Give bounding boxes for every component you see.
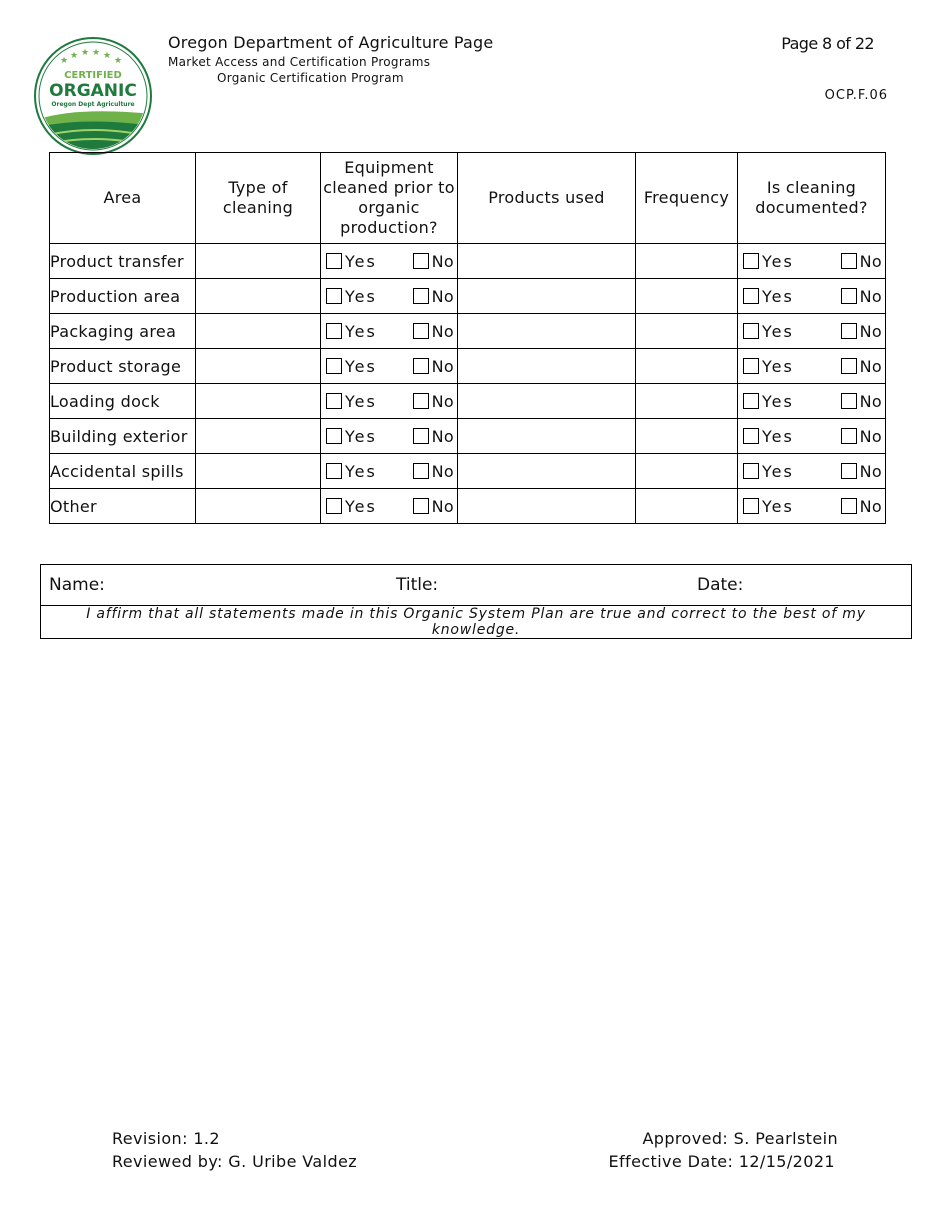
frequency-cell[interactable] bbox=[636, 454, 738, 489]
yes-label: Yes bbox=[345, 461, 377, 481]
yes-label: Yes bbox=[345, 286, 377, 306]
no-checkbox[interactable] bbox=[841, 498, 857, 514]
yes-checkbox[interactable] bbox=[743, 428, 759, 444]
documented-yes-option[interactable] bbox=[743, 252, 794, 271]
yes-label: Yes bbox=[762, 426, 794, 446]
logo-sub-text: Oregon Dept Agriculture bbox=[51, 101, 135, 108]
documented-yes-option[interactable] bbox=[743, 427, 794, 446]
date-label: Date: bbox=[697, 575, 744, 595]
table-row bbox=[50, 349, 886, 384]
area-cell: Product transfer bbox=[50, 244, 196, 279]
yes-label: Yes bbox=[345, 356, 377, 376]
area-cell: Product storage bbox=[50, 349, 196, 384]
area-cell: Accidental spills bbox=[50, 454, 196, 489]
documented-no-option[interactable] bbox=[841, 287, 882, 306]
no-label: No bbox=[859, 391, 882, 411]
cleaning-documented-cell bbox=[738, 489, 886, 524]
yes-checkbox[interactable] bbox=[743, 323, 759, 339]
no-checkbox[interactable] bbox=[841, 288, 857, 304]
equipment-cleaned-cell bbox=[321, 384, 458, 419]
col-header-equipment-cleaned: Equipment cleaned prior to organic production? bbox=[321, 153, 458, 244]
revision-text: Revision: 1.2 bbox=[112, 1129, 220, 1148]
table-row bbox=[50, 279, 886, 314]
products-used-cell[interactable] bbox=[458, 349, 636, 384]
frequency-cell[interactable] bbox=[636, 314, 738, 349]
area-cell: Production area bbox=[50, 279, 196, 314]
equipment-no-option[interactable] bbox=[413, 252, 454, 271]
equipment-no-option[interactable] bbox=[413, 357, 454, 376]
area-cell: Loading dock bbox=[50, 384, 196, 419]
no-checkbox[interactable] bbox=[841, 358, 857, 374]
no-label: No bbox=[431, 496, 454, 516]
products-used-cell[interactable] bbox=[458, 314, 636, 349]
title-label: Title: bbox=[396, 575, 439, 595]
cleaning-documented-cell bbox=[738, 244, 886, 279]
yes-checkbox[interactable] bbox=[743, 358, 759, 374]
yes-checkbox[interactable] bbox=[326, 253, 342, 269]
yes-label: Yes bbox=[762, 321, 794, 341]
form-code: OCP.F.06 bbox=[824, 88, 888, 103]
frequency-cell[interactable] bbox=[636, 349, 738, 384]
no-checkbox[interactable] bbox=[413, 428, 429, 444]
table-row bbox=[50, 454, 886, 489]
equipment-yes-option[interactable] bbox=[326, 357, 377, 376]
signature-block bbox=[40, 564, 912, 639]
documented-no-option[interactable] bbox=[841, 497, 882, 516]
yes-checkbox[interactable] bbox=[326, 498, 342, 514]
table-row bbox=[50, 419, 886, 454]
no-checkbox[interactable] bbox=[413, 463, 429, 479]
equipment-cleaned-cell bbox=[321, 489, 458, 524]
equipment-no-option[interactable] bbox=[413, 287, 454, 306]
yes-checkbox[interactable] bbox=[326, 288, 342, 304]
area-cell: Packaging area bbox=[50, 314, 196, 349]
yes-checkbox[interactable] bbox=[743, 253, 759, 269]
products-used-cell[interactable] bbox=[458, 244, 636, 279]
equipment-yes-option[interactable] bbox=[326, 287, 377, 306]
yes-label: Yes bbox=[762, 286, 794, 306]
frequency-cell[interactable] bbox=[636, 279, 738, 314]
equipment-cleaned-cell bbox=[321, 314, 458, 349]
col-header-frequency: Frequency bbox=[636, 153, 738, 244]
equipment-no-option[interactable] bbox=[413, 497, 454, 516]
effective-date-text: Effective Date: 12/15/2021 bbox=[608, 1152, 835, 1171]
svg-text:★: ★ bbox=[70, 51, 79, 61]
equipment-yes-option[interactable] bbox=[326, 497, 377, 516]
type-of-cleaning-cell[interactable] bbox=[196, 384, 321, 419]
documented-no-option[interactable] bbox=[841, 357, 882, 376]
no-label: No bbox=[859, 496, 882, 516]
svg-text:★: ★ bbox=[60, 56, 69, 66]
frequency-cell[interactable] bbox=[636, 489, 738, 524]
header-subtitle-programs: Market Access and Certification Programs bbox=[168, 55, 431, 69]
no-label: No bbox=[859, 426, 882, 446]
no-checkbox[interactable] bbox=[841, 323, 857, 339]
equipment-yes-option[interactable] bbox=[326, 427, 377, 446]
yes-label: Yes bbox=[345, 391, 377, 411]
yes-checkbox[interactable] bbox=[326, 393, 342, 409]
table-row bbox=[50, 314, 886, 349]
cleaning-documented-cell bbox=[738, 349, 886, 384]
no-checkbox[interactable] bbox=[841, 393, 857, 409]
no-label: No bbox=[859, 461, 882, 481]
approved-text: Approved: S. Pearlstein bbox=[642, 1129, 838, 1148]
type-of-cleaning-cell[interactable] bbox=[196, 419, 321, 454]
frequency-cell[interactable] bbox=[636, 244, 738, 279]
cleaning-documented-cell bbox=[738, 419, 886, 454]
no-label: No bbox=[431, 321, 454, 341]
cleaning-documented-cell bbox=[738, 279, 886, 314]
yes-checkbox[interactable] bbox=[743, 393, 759, 409]
yes-label: Yes bbox=[762, 461, 794, 481]
type-of-cleaning-cell[interactable] bbox=[196, 244, 321, 279]
no-checkbox[interactable] bbox=[841, 463, 857, 479]
equipment-cleaned-cell bbox=[321, 279, 458, 314]
area-cell: Building exterior bbox=[50, 419, 196, 454]
no-label: No bbox=[859, 321, 882, 341]
equipment-no-option[interactable] bbox=[413, 322, 454, 341]
products-used-cell[interactable] bbox=[458, 454, 636, 489]
header-subtitle-organic: Organic Certification Program bbox=[217, 71, 404, 85]
svg-text:★: ★ bbox=[81, 48, 90, 58]
cleaning-table bbox=[49, 152, 886, 524]
table-row bbox=[50, 244, 886, 279]
yes-label: Yes bbox=[345, 321, 377, 341]
frequency-cell[interactable] bbox=[636, 419, 738, 454]
name-label: Name: bbox=[49, 575, 105, 595]
no-label: No bbox=[431, 286, 454, 306]
yes-checkbox[interactable] bbox=[326, 463, 342, 479]
yes-checkbox[interactable] bbox=[326, 428, 342, 444]
no-label: No bbox=[431, 356, 454, 376]
logo-main-text: ORGANIC bbox=[49, 81, 137, 101]
yes-checkbox[interactable] bbox=[326, 358, 342, 374]
yes-label: Yes bbox=[762, 391, 794, 411]
cleaning-documented-cell bbox=[738, 314, 886, 349]
equipment-cleaned-cell bbox=[321, 349, 458, 384]
yes-label: Yes bbox=[345, 426, 377, 446]
yes-label: Yes bbox=[762, 251, 794, 271]
table-body bbox=[50, 244, 886, 524]
no-label: No bbox=[859, 251, 882, 271]
svg-text:★: ★ bbox=[114, 56, 123, 66]
documented-yes-option[interactable] bbox=[743, 287, 794, 306]
affirmation-statement: I affirm that all statements made in this Organic System Plan are true and correct to the best of my knowledge. bbox=[41, 606, 912, 639]
yes-checkbox[interactable] bbox=[743, 498, 759, 514]
yes-label: Yes bbox=[345, 251, 377, 271]
no-label: No bbox=[431, 461, 454, 481]
cleaning-documented-cell bbox=[738, 384, 886, 419]
documented-no-option[interactable] bbox=[841, 462, 882, 481]
col-header-type-of-cleaning: Type of cleaning bbox=[196, 153, 321, 244]
documented-yes-option[interactable] bbox=[743, 322, 794, 341]
cleaning-documented-cell bbox=[738, 454, 886, 489]
logo-top-text: CERTIFIED bbox=[64, 70, 122, 81]
no-checkbox[interactable] bbox=[413, 253, 429, 269]
documented-yes-option[interactable] bbox=[743, 462, 794, 481]
documented-yes-option[interactable] bbox=[743, 497, 794, 516]
yes-label: Yes bbox=[762, 356, 794, 376]
type-of-cleaning-cell[interactable] bbox=[196, 314, 321, 349]
yes-label: Yes bbox=[345, 496, 377, 516]
no-label: No bbox=[859, 286, 882, 306]
certified-organic-logo bbox=[33, 36, 153, 156]
equipment-yes-option[interactable] bbox=[326, 392, 377, 411]
no-checkbox[interactable] bbox=[413, 393, 429, 409]
col-header-cleaning-documented: Is cleaning documented? bbox=[738, 153, 886, 244]
svg-text:★: ★ bbox=[92, 48, 101, 58]
svg-text:★: ★ bbox=[103, 51, 112, 61]
type-of-cleaning-cell[interactable] bbox=[196, 349, 321, 384]
documented-no-option[interactable] bbox=[841, 392, 882, 411]
yes-checkbox[interactable] bbox=[326, 323, 342, 339]
no-label: No bbox=[431, 426, 454, 446]
documented-no-option[interactable] bbox=[841, 427, 882, 446]
frequency-cell[interactable] bbox=[636, 384, 738, 419]
col-header-products-used: Products used bbox=[458, 153, 636, 244]
header-title: Oregon Department of Agriculture Page bbox=[168, 33, 494, 52]
documented-yes-option[interactable] bbox=[743, 392, 794, 411]
yes-label: Yes bbox=[762, 496, 794, 516]
no-checkbox[interactable] bbox=[413, 288, 429, 304]
area-cell: Other bbox=[50, 489, 196, 524]
equipment-yes-option[interactable] bbox=[326, 462, 377, 481]
reviewed-by-text: Reviewed by: G. Uribe Valdez bbox=[112, 1152, 358, 1171]
products-used-cell[interactable] bbox=[458, 419, 636, 454]
products-used-cell[interactable] bbox=[458, 279, 636, 314]
table-row bbox=[50, 384, 886, 419]
equipment-yes-option[interactable] bbox=[326, 252, 377, 271]
col-header-area: Area bbox=[50, 153, 196, 244]
documented-no-option[interactable] bbox=[841, 252, 882, 271]
equipment-cleaned-cell bbox=[321, 419, 458, 454]
equipment-no-option[interactable] bbox=[413, 427, 454, 446]
no-label: No bbox=[431, 391, 454, 411]
yes-checkbox[interactable] bbox=[743, 288, 759, 304]
equipment-cleaned-cell bbox=[321, 244, 458, 279]
documented-yes-option[interactable] bbox=[743, 357, 794, 376]
equipment-cleaned-cell bbox=[321, 454, 458, 489]
yes-checkbox[interactable] bbox=[743, 463, 759, 479]
type-of-cleaning-cell[interactable] bbox=[196, 454, 321, 489]
no-checkbox[interactable] bbox=[413, 323, 429, 339]
equipment-yes-option[interactable] bbox=[326, 322, 377, 341]
type-of-cleaning-cell[interactable] bbox=[196, 279, 321, 314]
signature-fields-row bbox=[41, 565, 912, 606]
equipment-no-option[interactable] bbox=[413, 392, 454, 411]
equipment-no-option[interactable] bbox=[413, 462, 454, 481]
documented-no-option[interactable] bbox=[841, 322, 882, 341]
no-checkbox[interactable] bbox=[841, 428, 857, 444]
no-checkbox[interactable] bbox=[413, 498, 429, 514]
page-number: Page 8 of 22 bbox=[781, 34, 874, 53]
table-header-row bbox=[50, 153, 886, 244]
products-used-cell[interactable] bbox=[458, 489, 636, 524]
no-label: No bbox=[431, 251, 454, 271]
products-used-cell[interactable] bbox=[458, 384, 636, 419]
no-checkbox[interactable] bbox=[413, 358, 429, 374]
no-checkbox[interactable] bbox=[841, 253, 857, 269]
type-of-cleaning-cell[interactable] bbox=[196, 489, 321, 524]
table-row bbox=[50, 489, 886, 524]
no-label: No bbox=[859, 356, 882, 376]
